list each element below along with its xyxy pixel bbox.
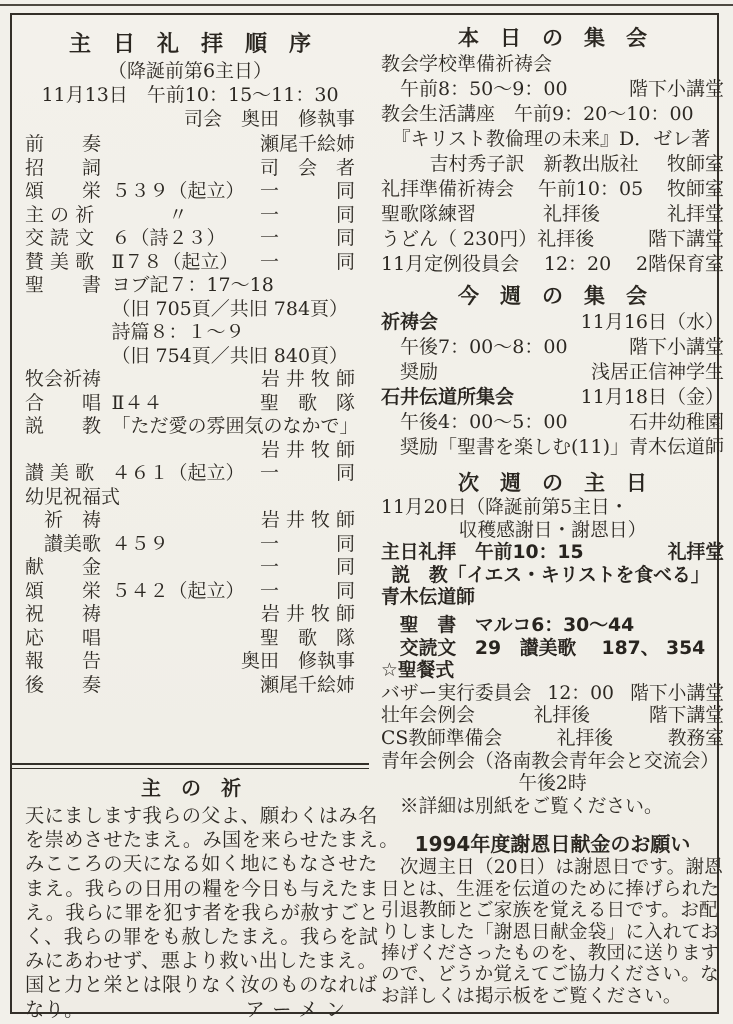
notice-line-text: お詳しくは掲示板をご覧ください。 <box>381 985 682 1007</box>
order-item-label <box>25 345 111 369</box>
prayer-line-text: を崇めさせたまえ。み国を来らせたまえ。 <box>25 828 399 852</box>
order-item-value: Ⅱ４４ <box>111 391 163 414</box>
week-meetings-list <box>381 310 724 460</box>
notice-line <box>381 964 724 985</box>
order-item-person: 一 同 <box>259 579 355 602</box>
schedule-time <box>634 615 724 638</box>
meeting-name: 教会学校準備祈祷会 <box>381 53 553 75</box>
prayer-line-text: え。我らに罪を犯す者を我らが赦すごと <box>25 900 379 924</box>
worship-order-row <box>25 133 355 157</box>
meeting-time <box>568 77 629 102</box>
meeting-line <box>381 252 724 277</box>
order-item-value: 詩篇８：１～９ <box>111 321 245 343</box>
order-item-value: 「ただ愛の雰囲気のなかで」 <box>111 415 359 437</box>
today-meetings-list <box>381 52 724 277</box>
prayer-line-text: く、我らの罪をも赦したまえ。我らを試 <box>25 925 379 949</box>
prayer-line <box>25 900 379 925</box>
meeting-name: 石井伝道所集会 <box>381 386 515 408</box>
order-item-label: 聖 書 <box>25 274 102 296</box>
worship-order-row <box>25 603 355 627</box>
notice-line-text: りしました「謝恩日献金袋」に入れてお <box>381 921 720 943</box>
worship-order-row <box>25 650 355 674</box>
meeting-time <box>438 360 591 385</box>
order-item-label: 合 唱 <box>25 391 102 414</box>
meeting-line <box>381 410 724 435</box>
order-item-label: 交 読 文 <box>25 227 95 249</box>
worship-order-row <box>25 462 355 486</box>
order-item-label: 讃 美 歌 <box>25 462 95 484</box>
order-item-value: ５４２（起立） <box>111 579 245 602</box>
schedule-name: 収穫感謝日・謝恩日） <box>458 519 647 541</box>
order-item-person: 奥田 修執事 <box>240 650 355 672</box>
order-item-value: Ⅱ７８（起立） <box>111 250 239 273</box>
order-item-value <box>111 650 241 674</box>
schedule-name: 説 教「イエス・キリストを食べる」 <box>391 564 710 586</box>
worship-order-row <box>25 345 355 369</box>
schedule-time <box>719 751 724 774</box>
meeting-time <box>514 385 581 410</box>
meeting-time <box>710 127 724 152</box>
order-item-label: 祈 祷 <box>25 509 102 531</box>
worship-date-time: 11月13日 午前10：15～11：30 <box>41 84 339 106</box>
worship-order-row <box>25 556 355 580</box>
order-item-person: 瀬尾千絵姉 <box>259 133 355 155</box>
today-meetings-section <box>381 25 724 277</box>
order-item-person: 一 同 <box>259 532 355 555</box>
schedule-line <box>381 683 724 706</box>
schedule-line <box>381 773 724 796</box>
meeting-time <box>568 410 629 435</box>
prayer-line-text: 国と力と栄とは限りなく汝のものなれば <box>25 973 378 997</box>
schedule-name: ☆聖餐式 <box>381 660 455 682</box>
schedule-time: 礼拝後 <box>533 705 591 727</box>
meeting-line <box>381 435 724 460</box>
schedule-name: CS教師準備会 <box>381 727 503 749</box>
meeting-place: 礼拝堂 <box>667 203 725 225</box>
worship-order-row <box>25 227 355 251</box>
worship-order-row <box>25 274 355 298</box>
notice-line <box>381 986 724 1007</box>
prayer-last-line <box>25 998 357 1022</box>
order-item-person: 司 会 者 <box>259 156 355 179</box>
worship-order-row <box>25 439 355 463</box>
worship-order-row <box>25 533 355 557</box>
lords-prayer-inner <box>12 769 399 1022</box>
week-meetings-section <box>381 283 724 460</box>
order-item-value <box>111 133 260 157</box>
meeting-place: 階下小講堂 <box>629 336 725 358</box>
schedule-place: 階下小講堂 <box>630 682 725 704</box>
lords-prayer-title: 主 の 祈 <box>141 776 241 800</box>
meeting-time <box>568 335 629 360</box>
meeting-place: 青木伝道師 <box>629 436 725 458</box>
prayer-line <box>25 852 378 876</box>
notice-line-text: ので、どうか覚えてご協力ください。な <box>381 964 719 986</box>
order-item-value: （旧 754頁／共旧 840頁） <box>111 344 349 367</box>
meeting-place: 牧師室 <box>667 153 725 175</box>
schedule-name: 11月20日（降誕前第5主日・ <box>381 497 629 518</box>
meeting-name: 吉村秀子訳 新教出版社 <box>429 153 639 175</box>
notice-line <box>381 857 724 878</box>
order-item-label: 頌 栄 <box>25 579 102 602</box>
meeting-time <box>552 52 724 77</box>
meeting-time: 12：20 <box>543 253 612 275</box>
worship-order-column <box>12 15 399 1021</box>
schedule-name: 壮年会例会 <box>381 705 475 727</box>
schedule-line <box>381 751 724 774</box>
order-item-person: 聖 歌 隊 <box>259 391 355 414</box>
order-item-value <box>111 674 260 698</box>
meeting-place: 石井幼稚園 <box>629 411 725 433</box>
worship-order-row <box>25 509 355 533</box>
next-sunday-title: 次 週 の 主 日 <box>458 471 648 495</box>
order-item-label: 牧会祈祷 <box>25 368 102 390</box>
order-item-label: 応 唱 <box>25 626 102 649</box>
schedule-name: ※詳細は別紙をご覧ください。 <box>399 795 663 817</box>
prayer-line-text: みこころの天になる如く地にもなさせた <box>25 852 378 876</box>
schedule-name: 交読文 29 讃美歌 187、 354 <box>399 637 706 659</box>
notice-line-text: 日とは、生涯を伝道のために捧げられた <box>381 878 720 900</box>
order-item-label: 献 金 <box>25 556 102 578</box>
worship-order-row <box>25 368 355 392</box>
order-item-person: 聖 歌 隊 <box>259 626 355 649</box>
order-item-person: 一 同 <box>259 203 355 226</box>
meeting-place: 階下講堂 <box>648 228 725 250</box>
prayer-line-text: みにあわせず、悪より救い出したまえ。 <box>25 949 378 973</box>
meeting-place: 牧師室 <box>667 178 725 200</box>
order-item-label: 説 教 <box>25 415 102 437</box>
meeting-name: 教会生活講座 午前9：20～10：00 <box>381 103 694 125</box>
meeting-name: 奨励「聖書を楽しむ(11)」 <box>400 436 630 458</box>
schedule-time: 12：00 <box>547 682 614 704</box>
meeting-line <box>381 227 724 252</box>
order-item-person: 岩 井 牧 師 <box>260 438 355 461</box>
meeting-time <box>694 102 724 127</box>
order-item-person: 一 同 <box>259 227 355 249</box>
worship-order-row <box>25 415 359 439</box>
schedule-time <box>709 565 724 588</box>
worship-order-row <box>25 674 355 698</box>
schedule-time <box>705 638 724 661</box>
order-item-label: 頌 栄 <box>25 180 102 202</box>
worship-mc-line: 司会 奥田 修執事 <box>183 108 355 130</box>
prayer-line-text: 天にまします我らの父よ、願わくはみ名 <box>25 804 378 827</box>
meeting-time <box>638 152 667 177</box>
schedule-name: 主日礼拝 午前10：15 <box>381 542 584 564</box>
meeting-name: 午前8：50～9：00 <box>400 78 568 100</box>
worship-order-list <box>25 133 359 697</box>
order-item-value: 〃 <box>111 203 188 226</box>
bulletin-frame <box>10 13 725 1021</box>
meeting-name: 奨励 <box>400 361 439 383</box>
order-item-label <box>25 298 111 322</box>
prayer-line <box>25 876 379 901</box>
next-sunday-list <box>381 497 724 818</box>
schedule-line <box>381 587 724 610</box>
schedule-line <box>381 520 724 543</box>
next-sunday-section <box>381 470 724 818</box>
order-item-value <box>111 439 260 463</box>
schedule-time <box>454 660 724 683</box>
prayer-line-text: まえ。我らの日用の糧を今日も与えたま <box>25 876 379 900</box>
order-item-value: ５３９（起立） <box>111 180 245 202</box>
schedule-line <box>381 542 724 565</box>
meeting-name: 午後4：00～5：00 <box>400 411 568 433</box>
meeting-name: うどん（ 230円）礼拝後 <box>381 228 595 250</box>
order-item-value <box>111 157 260 181</box>
notice-line <box>381 879 724 900</box>
worship-order-row <box>25 321 355 345</box>
order-item-person: 一 同 <box>259 250 355 273</box>
meeting-line <box>381 202 724 227</box>
notice-line-text: 捧げくださったものを、教団に送ります <box>381 942 720 964</box>
order-item-person: 岩 井 牧 師 <box>260 509 355 531</box>
meeting-time <box>594 227 648 252</box>
schedule-time <box>663 796 724 819</box>
donation-notice-body <box>381 857 724 1007</box>
prayer-line <box>25 973 378 997</box>
meeting-line <box>381 385 724 410</box>
meeting-place: 階下小講堂 <box>629 78 725 100</box>
lords-prayer-box <box>12 763 399 1022</box>
schedule-name: バザー実行委員会 <box>381 682 532 704</box>
schedule-line <box>381 796 724 819</box>
meeting-name: 午後7：00～8：00 <box>400 336 568 358</box>
schedule-name: 午後2時 <box>518 773 587 795</box>
order-item-label <box>25 439 111 463</box>
meeting-time: 午前10：05 <box>537 178 644 200</box>
order-item-value: ヨブ記７：17～18 <box>111 274 274 296</box>
schedule-place: 教務室 <box>667 727 725 749</box>
schedule-name: 青木伝道師 <box>381 587 475 609</box>
schedule-time <box>475 587 724 610</box>
lords-prayer-text <box>25 804 399 998</box>
order-item-value: ４６１（起立） <box>111 462 245 484</box>
order-item-value <box>111 603 260 627</box>
schedule-line <box>381 497 724 520</box>
prayer-line <box>25 949 378 973</box>
schedule-place: 階下講堂 <box>648 705 725 727</box>
order-item-value <box>120 486 355 510</box>
schedule-line <box>381 565 724 588</box>
week-meetings-title: 今 週 の 集 会 <box>458 284 648 308</box>
schedule-line <box>381 638 724 661</box>
schedule-line <box>381 705 724 728</box>
worship-order-title: 主 日 礼 拝 順 序 <box>68 32 311 57</box>
meeting-place: 浅居正信神学生 <box>591 361 725 383</box>
order-item-label: 祝 祷 <box>25 603 102 625</box>
meeting-line <box>381 310 724 335</box>
meeting-time: 礼拝後 <box>543 203 601 225</box>
order-item-label: 賛 美 歌 <box>25 250 95 273</box>
order-item-label: 主 の 祈 <box>25 203 95 226</box>
schedule-name: 青年会例会（洛南教会青年会と交流会） <box>381 750 720 772</box>
worship-order-subtitle: （降誕前第6主日） <box>107 60 273 82</box>
notice-line <box>381 943 724 964</box>
prayer-line <box>25 925 379 949</box>
order-item-value: ４５９ <box>111 532 169 555</box>
meeting-name: 礼拝準備祈祷会 <box>381 178 515 200</box>
donation-notice-title: 1994年度謝恩日献金のお願い <box>414 832 691 857</box>
notice-line <box>381 922 724 943</box>
order-item-value: （旧 705頁／共旧 784頁） <box>111 297 349 320</box>
meeting-line <box>381 177 724 202</box>
worship-order-row <box>25 251 355 275</box>
meeting-place: 11月16日（水） <box>580 311 725 333</box>
order-item-label: 招 詞 <box>25 156 102 179</box>
order-item-value <box>111 368 260 392</box>
prayer-last-text: なり。 <box>25 997 84 1021</box>
announcements-column <box>369 15 733 1012</box>
order-item-label <box>25 321 111 345</box>
amen-text: アーメン <box>245 997 353 1021</box>
worship-order-row <box>25 392 355 416</box>
schedule-line <box>381 660 724 683</box>
meeting-line <box>381 77 724 102</box>
prayer-line <box>25 804 378 828</box>
meeting-place: 11月18日（金） <box>580 386 725 408</box>
donation-notice-section <box>381 832 724 1007</box>
worship-order-row <box>25 627 355 651</box>
page-top-rule <box>0 4 733 6</box>
meeting-line <box>381 152 724 177</box>
meeting-name: 11月定例役員会 <box>381 253 520 275</box>
notice-line-text: 次週主日（20日）は謝恩日です。謝恩 <box>381 857 724 879</box>
schedule-line <box>381 728 724 751</box>
meeting-line <box>381 335 724 360</box>
order-item-person: 一 同 <box>259 556 355 578</box>
schedule-line <box>381 615 724 638</box>
order-item-label: 讃美歌 <box>25 532 102 555</box>
worship-order-row <box>25 204 355 228</box>
prayer-line <box>25 828 399 852</box>
meeting-name: 祈祷会 <box>381 311 439 333</box>
order-item-value <box>111 627 260 651</box>
meeting-time <box>438 310 581 335</box>
order-item-value: ６（詩２３） <box>111 227 226 249</box>
order-item-value <box>111 509 260 533</box>
order-item-label: 幼児祝福式 <box>25 485 121 508</box>
meeting-place: 2階保育室 <box>635 253 725 275</box>
schedule-name: 聖 書 マルコ6：30～44 <box>399 614 635 636</box>
worship-order-row <box>25 298 355 322</box>
order-item-label: 後 奏 <box>25 673 102 696</box>
meeting-line <box>381 360 724 385</box>
today-meetings-title: 本 日 の 集 会 <box>458 26 648 50</box>
order-item-person: 瀬尾千絵姉 <box>259 673 355 696</box>
schedule-place: 礼拝堂 <box>667 542 725 564</box>
meeting-line <box>381 127 724 152</box>
order-item-person: 岩 井 牧 師 <box>260 368 355 390</box>
notice-line-text: 引退教師とご家族を覚える日です。お配 <box>381 900 718 922</box>
order-item-label: 報 告 <box>25 650 102 672</box>
worship-order-row <box>25 180 355 204</box>
worship-order-row <box>25 486 355 510</box>
meeting-name: 聖歌隊練習 <box>381 203 477 225</box>
meeting-name: 『キリスト教倫理の未来』D．ゼレ著 <box>391 128 711 150</box>
schedule-time: 礼拝後 <box>556 727 614 749</box>
schedule-time <box>584 542 668 565</box>
worship-order-row <box>25 157 355 181</box>
order-item-person: 一 同 <box>259 462 355 484</box>
notice-line <box>381 900 724 921</box>
meeting-line <box>381 102 724 127</box>
order-item-person: 岩 井 牧 師 <box>260 603 355 625</box>
order-item-value <box>111 556 260 580</box>
meeting-line <box>381 52 724 77</box>
worship-order-row <box>25 580 355 604</box>
order-item-label: 前 奏 <box>25 133 102 155</box>
order-item-person: 一 同 <box>259 180 355 202</box>
schedule-time <box>629 497 724 520</box>
